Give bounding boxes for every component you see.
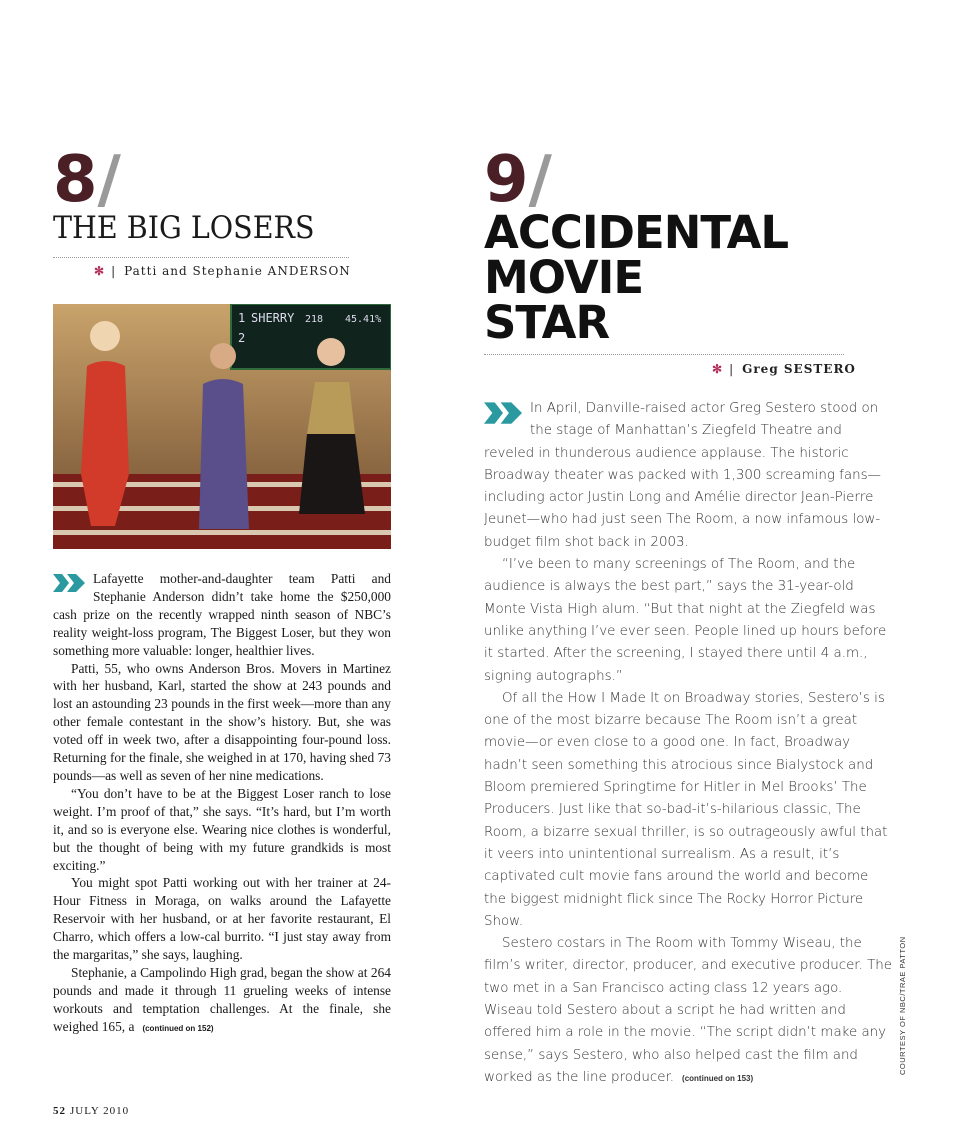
right-title-rule <box>484 354 844 355</box>
arrow-bullet-icon <box>484 402 522 424</box>
continued-link: (continued on 152) <box>142 1023 214 1033</box>
left-story-body: Lafayette mother-and-daughter team Patti and Stephanie Anderson didn’t take home the $250,000 cash prize on the recently wrapped ninth season of NBC’s reality weight-loss program, The Biggest Loser, but they won something more valuable: longer, healthier lives. Patti, 55, who owns Anderson Bros. Movers in Martinez with her husband, Karl, started the show at 243 pounds and lost an astounding 23 pounds in the first week—more than any other female contestant in the show’s history. But, she was voted off in week two, after a disappointing four-pound loss. Returning for the finale, she weighed in at 170, having shed 73 pounds—as well as seven of her nine medications. “You don’t have to be at the Biggest Loser ranch to lose weight. I’m proof of that,” she says. “It’s hard, but I’m worth it, and so is everyone else. Wearing nice clothes is wonderful, but the thought of being with my future grandkids is most exciting.” You might spot Patti working out with her trainer at 24-Hour Fitness in Moraga, on walks around the Lafayette Reservoir with her husband, or at her favorite restaurant, El Charro, which offers a low-cal burrito. “I just stay away from the margaritas,” she says, laughing. Stephanie, a Campolindo High grad, began the show at 264 pounds and made it through 11 grueling weeks of intense workouts and temptation challenges. At the finale, she weighed 165, a (continued on 152) <box>53 571 391 1034</box>
story-number-9: 9/ <box>484 143 552 217</box>
right-byline: ✻ | Greg SESTERO <box>712 362 856 376</box>
left-story-title: THE BIG LOSERS <box>53 210 315 246</box>
finale-photo <box>53 304 391 549</box>
left-title-rule <box>53 257 349 258</box>
story-number-8: 8/ <box>53 143 121 217</box>
svg-text:2: 2 <box>238 331 246 345</box>
svg-text:SHERRY: SHERRY <box>251 311 295 325</box>
arrow-bullet-icon <box>53 574 85 592</box>
continued-link: (continued on 153) <box>682 1073 754 1083</box>
photo-credit: COURTESY OF NBC/TRAE PATTON <box>898 936 907 1075</box>
right-story-title: ACCIDENTAL MOVIE STAR <box>484 206 789 349</box>
scoreboard-row1: 1 <box>238 311 246 325</box>
left-byline: ✻ | Patti and Stephanie ANDERSON <box>94 264 351 278</box>
svg-text:218: 218 <box>305 314 324 325</box>
right-story-body: In April, Danville-raised actor Greg Sestero stood on the stage of Manhattan’s Ziegfeld Theatre and reveled in thunderous audience applause. The historic Broadway theater was packed with 1,300 screaming fans—including actor Justin Long and Amélie director Jean-Pierre Jeunet—who had just seen The Room, a now infamous low-budget film shot back in 2003. “I’ve been to many screenings of The Room, and the audience is always the best part,” says the 31-year-old Monte Vista High alum. “But that night at the Ziegfeld was unlike anything I’ve ever seen. People lined up hours before it started. After the screening, I stayed there until 4 a.m., signing autographs.” Of all the How I Made It on Broadway stories, Sestero’s is one of the most bizarre because The Room isn’t a great movie—or even close to a good one. In fact, Broadway hadn’t seen something this atrocious since Bialystock and Bloom premiered Springtime for Hitler in Mel Brooks’ The Producers. Just like that so-bad-it’s-hilarious classic, The Room, a bizarre sexual thriller, is so outrageously awful that it veers into unintentional surrealism. As a result, it’s captivated cult movie fans around the world and become the biggest midnight flick since The Rocky Horror Picture Show. Sestero costars in The Room with Tommy Wiseau, the film’s writer, director, producer, and executive producer. The two met in a San Francisco acting class 12 years ago. Wiseau told Sestero about a script he had written and offered him a role in the movie. “The script didn’t make any sense,” says Sestero, who also helped cast the film and worked as the line producer. (continued on 153) <box>484 401 893 1085</box>
page-footer: 52 JULY 2010 <box>53 1105 130 1117</box>
svg-text:45.41%: 45.41% <box>345 314 382 325</box>
